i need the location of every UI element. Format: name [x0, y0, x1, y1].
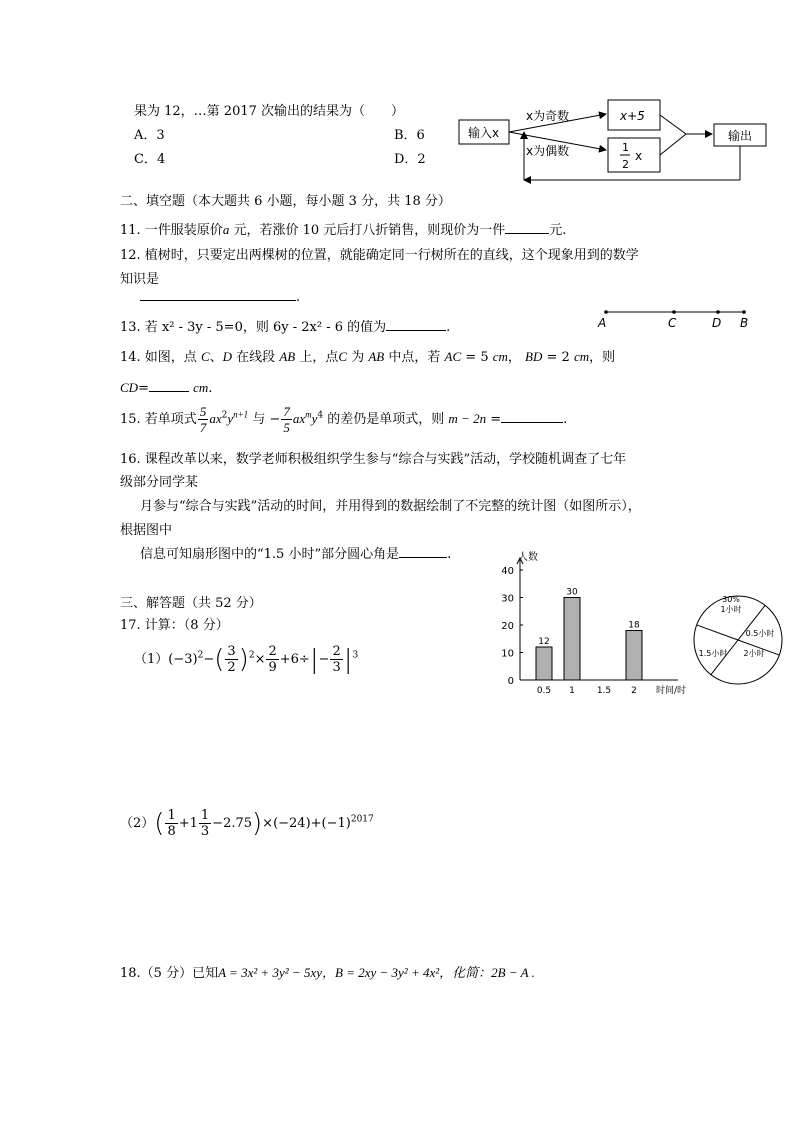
point-d: D [712, 316, 722, 330]
q17-part2: （2）( $\frac{1}{8}$ +1 $\frac{1}{3}$ $-2.75)\times(-24)+(-1)^{2017}$ [120, 808, 374, 839]
q10-stem: 果为 12，…第 2017 次输出的结果为（ ） [134, 104, 405, 119]
q10-option-d: D．2 [394, 152, 426, 167]
pie-slice-label: 2小时 [743, 649, 765, 658]
q10-option-c: C．4 [134, 152, 166, 167]
flow-input-text: 输入x [468, 126, 500, 140]
q12-line2: 知识是 [120, 272, 160, 287]
bar-value-label: 30 [566, 587, 578, 598]
y-tick-label: 10 [501, 648, 514, 660]
q18: 18.（5 分）已知A = 3x² + 3y² − 5xy，B = 2xy − 3y² + 4x²，化简：2B − A . [120, 965, 535, 981]
flow-odd-op: x+5 [620, 109, 645, 123]
pie-slice-label: 1小时 [720, 605, 742, 614]
flow-even-box [608, 138, 660, 172]
y-tick-label: 0 [507, 676, 514, 687]
q16-line3: 月参与“综合与实践”活动的时间，并用得到的数据绘制了不完整的统计图（如图所示）， [140, 499, 641, 514]
q16-line5: 信息可知扇形图中的“1.5 小时”部分圆心角是 . [140, 547, 452, 562]
q10-option-a: A．3 [134, 128, 165, 143]
q10-option-b: B．6 [394, 128, 425, 143]
bar [626, 631, 642, 681]
pie-slice-label: 1.5小时 [698, 649, 728, 658]
point-b: B [740, 316, 749, 330]
bar-value-label: 12 [538, 637, 550, 647]
q15: 15. 若单项式 $\frac{5}{7}$ $ax^2y^{n+1}$ 与 − $\frac{7}{5}$ $ax^my^4$ 的差仍是单项式，则 m − 2n = . [120, 404, 568, 435]
section2-title: 二、填空题（本大题共 6 小题，每小题 3 分，共 18 分） [120, 194, 451, 209]
q12-line1: 12. 植树时，只要定出两棵树的位置，就能确定同一行树所在的直线，这个现象用到的数学 [120, 248, 639, 263]
flow-even-num: 1 [622, 141, 629, 154]
flowchart-diagram [458, 92, 770, 188]
pie-slice-label: 0.5小时 [745, 629, 775, 638]
y-tick-label: 40 [501, 566, 514, 577]
flow-even-label: x为偶数 [526, 144, 570, 158]
flow-even-var: x [635, 149, 643, 163]
x-tick-label: 1 [569, 686, 575, 696]
q17-title: 17. 计算：（8 分） [120, 618, 229, 633]
q16-line2: 级部分同学某 [120, 475, 199, 490]
point-c: C [668, 316, 677, 330]
q13: 13. 若 x² - 3y - 5=0，则 6y - 2x² - 6 的值为 . [120, 320, 451, 335]
q14-line1: 14. 如图，点 C、D 在线段 AB 上，点C 为 AB 中点，若 AC = 5 cm， BD = 2 cm，则 [120, 349, 616, 365]
flow-even-den: 2 [622, 158, 629, 171]
flow-output-text: 输出 [728, 129, 753, 143]
y-tick-label: 30 [501, 593, 514, 605]
pie-pct-label: 30% [722, 595, 740, 604]
pie-chart [688, 590, 788, 690]
x-tick-label: 1.5 [596, 686, 612, 696]
bar-chart [488, 548, 688, 696]
bar [536, 647, 552, 680]
q14-line2: CD= cm. [120, 380, 213, 396]
section3-title: 三、解答题（共 52 分） [120, 596, 262, 611]
x-axis-label: 时间/时 [656, 686, 687, 696]
q11: 11. 一件服装原价a 元，若涨价 10 元后打八折销售，则现价为一件 元. [120, 222, 567, 238]
q17-part1: $(1)(-3)^2-$( $\frac{3}{2}$ )$^2$× $\frac{2}{9}$ +6÷|− $\frac{2}{3}$ $|^3$ [134, 644, 359, 675]
segment-figure [592, 302, 762, 332]
flow-odd-label: x为奇数 [526, 109, 570, 123]
q16-line1: 16. 课程改革以来，数学老师积极组织学生参与“综合与实践”活动，学校随机调查了七年 [120, 452, 627, 467]
x-tick-label: 0.5 [536, 686, 552, 696]
point-a: A [598, 316, 607, 330]
bar [564, 598, 580, 681]
y-tick-label: 20 [501, 621, 514, 632]
y-axis-label: 人数 [518, 552, 538, 563]
q12-blank: . [140, 290, 300, 305]
bar-value-label: 18 [628, 620, 640, 631]
q16-line4: 根据图中 [120, 523, 173, 538]
x-tick-label: 2 [631, 686, 637, 696]
